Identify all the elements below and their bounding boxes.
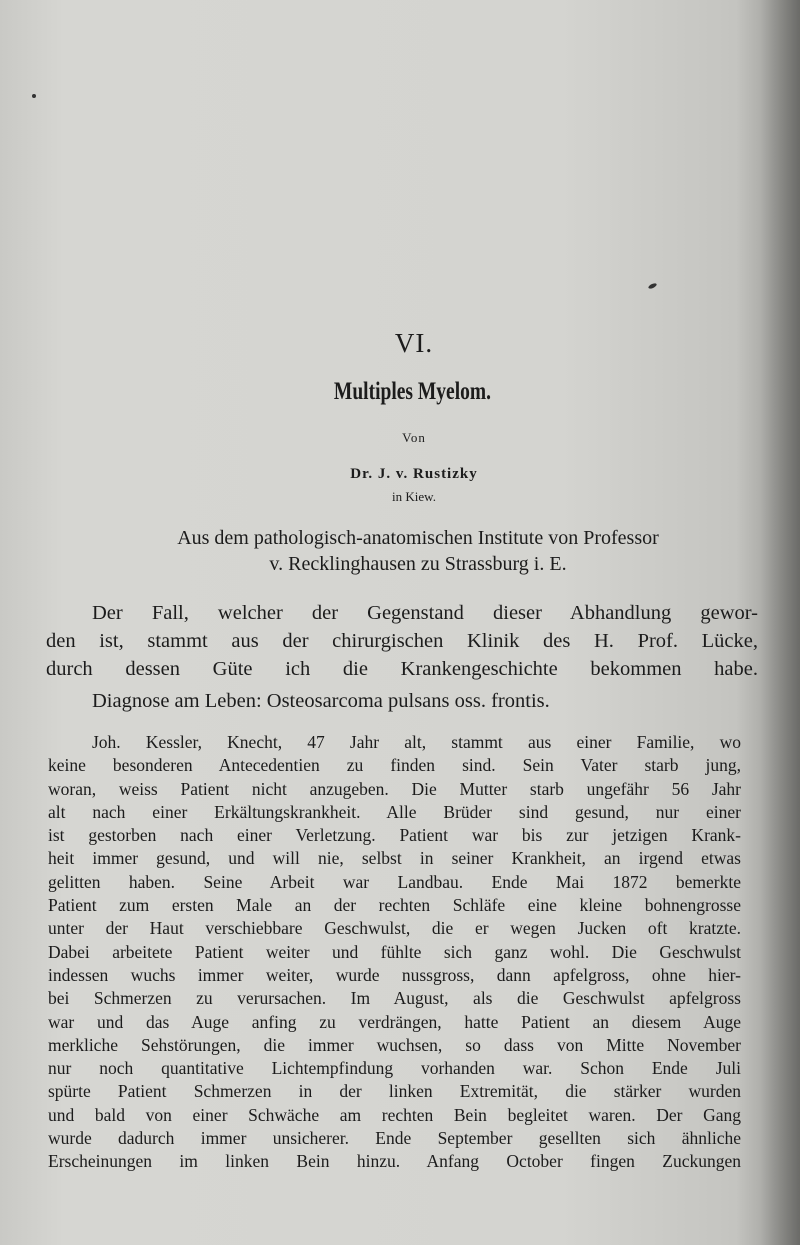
diagnosis-paragraph bbox=[92, 687, 692, 715]
intro-line: den ist, stammt aus der chirurgischen Klinik des H. Prof. Lücke, bbox=[46, 630, 758, 652]
body-line: alt nach einer Erkältungskrankheit. Alle Brüder sind gesund, nur einer bbox=[48, 801, 741, 822]
case-history-paragraph bbox=[48, 731, 741, 1174]
institute-line: Aus dem pathologisch-anatomischen Institute von Professor bbox=[177, 527, 659, 549]
binding-shadow bbox=[760, 0, 800, 1245]
author-affiliation: in Kiew. bbox=[392, 489, 436, 504]
body-line: und bald von einer Schwäche am rechten Bein begleitet waren. Der Gang bbox=[48, 1104, 741, 1125]
author-name: Dr. J. v. Rustizky bbox=[350, 466, 478, 482]
body-line: unter der Haut verschiebbare Geschwulst, die er wegen Jucken oft kratzte. bbox=[48, 918, 741, 939]
article-title: Multiples Myelom. bbox=[333, 378, 491, 405]
body-line: gelitten haben. Seine Arbeit war Landbau. Ende Mai 1872 bemerkte bbox=[48, 871, 741, 892]
paper-speck bbox=[32, 94, 36, 98]
institute-line: v. Recklinghausen zu Strassburg i. E. bbox=[269, 553, 567, 575]
intro-paragraph bbox=[46, 599, 758, 683]
body-line: woran, weiss Patient nicht anzugeben. Die Mutter starb ungefähr 56 Jahr bbox=[48, 778, 741, 799]
body-line: nur noch quantitative Lichtempfindung vorhanden war. Schon Ende Juli bbox=[48, 1058, 741, 1079]
body-line: indessen wuchs immer weiter, wurde nussgross, dann apfelgross, ohne hier- bbox=[48, 964, 741, 985]
body-line: bei Schmerzen zu verursachen. Im August, als die Geschwulst apfelgross bbox=[48, 988, 741, 1009]
byline: Von bbox=[402, 430, 426, 445]
body-line: Joh. Kessler, Knecht, 47 Jahr alt, stammt aus einer Familie, wo bbox=[92, 732, 741, 752]
body-line: merkliche Sehstörungen, die immer wuchsen, so dass von Mitte November bbox=[48, 1034, 741, 1055]
body-line: heit immer gesund, und will nie, selbst in seiner Krankheit, an irgend etwas bbox=[48, 848, 741, 869]
body-line: Erscheinungen im linken Bein hinzu. Anfang October fingen Zuckungen bbox=[48, 1151, 741, 1172]
body-line: spürte Patient Schmerzen in der linken Extremität, die stärker wurden bbox=[48, 1081, 741, 1102]
body-line: war und das Auge anfing zu verdrängen, hatte Patient an diesem Auge bbox=[48, 1011, 741, 1032]
diagnosis-line: Diagnose am Leben: Osteosarcoma pulsans oss. frontis. bbox=[92, 690, 550, 712]
intro-line: durch dessen Güte ich die Krankengeschichte bekommen habe. bbox=[46, 658, 758, 680]
body-line: ist gestorben nach einer Verletzung. Patient war bis zur jetzigen Krank- bbox=[48, 825, 741, 846]
body-line: keine besonderen Antecedentien zu finden sind. Sein Vater starb jung, bbox=[48, 755, 741, 776]
paper-speck bbox=[648, 282, 658, 289]
body-line: Dabei arbeitete Patient weiter und fühlte sich ganz wohl. Die Geschwulst bbox=[48, 941, 741, 962]
intro-line: Der Fall, welcher der Gegenstand dieser Abhandlung gewor- bbox=[92, 602, 758, 624]
body-line: wurde dadurch immer unsicherer. Ende September gesellten sich ähnliche bbox=[48, 1128, 741, 1149]
chapter-number: VI. bbox=[394, 328, 434, 358]
body-line: Patient zum ersten Male an der rechten Schläfe eine kleine bohnengrosse bbox=[48, 895, 741, 916]
